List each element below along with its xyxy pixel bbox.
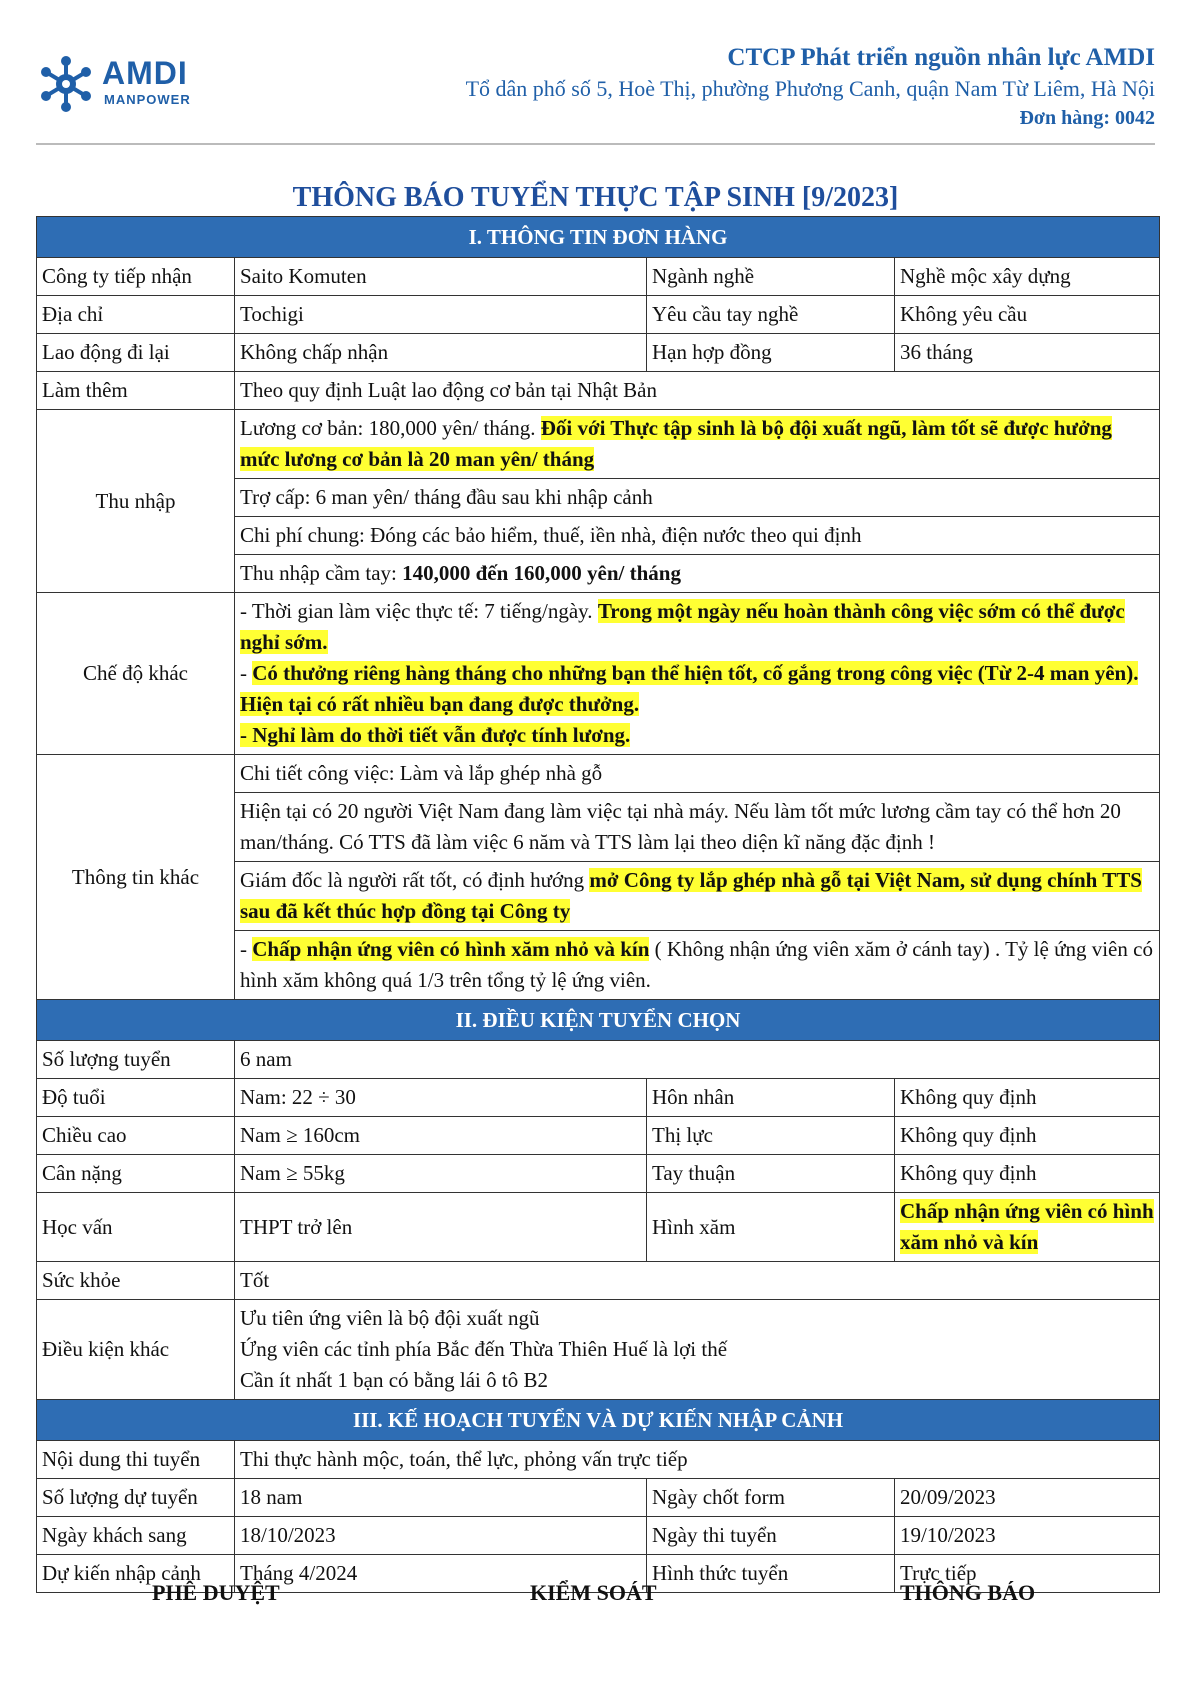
table-row (37, 1155, 1160, 1193)
chi-tiet-cong-viec: Chi tiết công việc: Làm và lắp ghép nhà gỗ (235, 755, 1160, 793)
so-luong-value: 6 nam (235, 1041, 1160, 1079)
table-row (37, 755, 1160, 793)
table-row (37, 1479, 1160, 1517)
cell-label: Tay thuận (647, 1155, 895, 1193)
suc-khoe-label: Sức khỏe (37, 1262, 235, 1300)
table-row (37, 1193, 1160, 1262)
cell-label: Ngày chốt form (647, 1479, 895, 1517)
amdi-logo-icon (36, 54, 96, 114)
so-luong-label: Số lượng tuyển (37, 1041, 235, 1079)
lam-them-label: Làm thêm (37, 372, 235, 410)
section2-heading: II. ĐIỀU KIỆN TUYỂN CHỌN (37, 1000, 1160, 1041)
company-address: Tổ dân phố số 5, Hoè Thị, phường Phương Canh, quận Nam Từ Liêm, Hà Nội (465, 76, 1155, 101)
thu-nhap-label: Thu nhập (37, 410, 235, 593)
cell-label: Thị lực (647, 1117, 895, 1155)
cell-value: Không quy định (895, 1117, 1160, 1155)
section-heading (37, 1000, 1160, 1041)
cell-value: Nam: 22 ÷ 30 (235, 1079, 647, 1117)
cam-tay-amount: 140,000 đến 160,000 yên/ tháng (402, 561, 681, 585)
section3-heading: III. KẾ HOẠCH TUYỂN VÀ DỰ KIẾN NHẬP CẢNH (37, 1400, 1160, 1441)
table-row (37, 410, 1160, 479)
hien-tai: Hiện tại có 20 người Việt Nam đang làm việc tại nhà máy. Nếu làm tốt mức lương cầm tay có thể hơn 20 man/tháng. Có TTS đã làm việc 6 năm và TTS làm lại theo diện kĩ năng đặc định ! (235, 793, 1160, 862)
cell-value: 19/10/2023 (895, 1517, 1160, 1555)
table-row (37, 1300, 1160, 1400)
dieu-kien-label: Điều kiện khác (37, 1300, 235, 1400)
cell-label: Số lượng dự tuyển (37, 1479, 235, 1517)
giam-doc-highlight: mở Công ty lắp ghép nhà gỗ tại Việt Nam, sử dụng chính TTS sau đã kết thúc hợp đồng tại Công ty (240, 868, 1142, 923)
cell-label: Ngày thi tuyển (647, 1517, 895, 1555)
giam-doc (235, 862, 1160, 931)
logo-brand-text: AMDI (102, 55, 188, 91)
thu-nhap-cam-tay (235, 555, 1160, 593)
che-do-highlight: - Nghỉ làm do thời tiết vẫn được tính lương. (240, 723, 631, 747)
table-row (37, 372, 1160, 410)
dieu-kien-value (235, 1300, 1160, 1400)
table-row (37, 1117, 1160, 1155)
che-do-value (235, 593, 1160, 755)
company-info (466, 42, 1155, 132)
cell-label: Chiều cao (37, 1117, 235, 1155)
dieu-kien-line: Cần ít nhất 1 bạn có bằng lái ô tô B2 (240, 1368, 548, 1392)
cell-value: 18 nam (235, 1479, 647, 1517)
che-do-label: Chế độ khác (37, 593, 235, 755)
hinh-xam-highlight: Chấp nhận ứng viên có hình xăm nhỏ và kín (900, 1199, 1154, 1254)
cell-value: Trực tiếp (895, 1555, 1160, 1593)
lam-them-value: Theo quy định Luật lao động cơ bản tại Nhật Bản (235, 372, 1160, 410)
recruitment-table (36, 216, 1160, 1593)
table-row (37, 296, 1160, 334)
hinh-xam-value (895, 1193, 1160, 1262)
company-logo (36, 50, 206, 116)
chi-phi-chung: Chi phí chung: Đóng các bảo hiểm, thuế, iền nhà, điện nước theo qui định (235, 517, 1160, 555)
table-row (37, 1262, 1160, 1300)
cell-label: Hôn nhân (647, 1079, 895, 1117)
cell-label: Địa chỉ (37, 296, 235, 334)
giam-doc-text: Giám đốc là người rất tốt, có định hướng (240, 868, 590, 892)
signature-control: KIỂM SOÁT (530, 1580, 657, 1605)
header-divider (36, 143, 1155, 145)
table-row (37, 258, 1160, 296)
cell-value: Không yêu cầu (895, 296, 1160, 334)
hoc-van-label: Học vấn (37, 1193, 235, 1262)
document-title: THÔNG BÁO TUYỂN THỰC TẬP SINH [9/2023] (292, 182, 899, 213)
dieu-kien-line: Ứng viên các tỉnh phía Bắc đến Thừa Thiên Huế là lợi thế (240, 1337, 728, 1361)
che-do-text: - Thời gian làm việc thực tế: 7 tiếng/ngày. (240, 599, 598, 623)
cell-value: Không quy định (895, 1155, 1160, 1193)
hinh-xam-note (235, 931, 1160, 1000)
cam-tay-text: Thu nhập cầm tay: (240, 561, 403, 585)
cell-value: Không chấp nhận (235, 334, 647, 372)
cell-value: Không quy định (895, 1079, 1160, 1117)
xam-highlight: Chấp nhận ứng viên có hình xăm nhỏ và kín (252, 937, 650, 961)
cell-label: Cân nặng (37, 1155, 235, 1193)
company-name: CTCP Phát triển nguồn nhân lực AMDI (727, 44, 1155, 71)
cell-value: Tochigi (235, 296, 647, 334)
table-row (37, 334, 1160, 372)
luong-highlight: Đối với Thực tập sinh là bộ đội xuất ngũ, làm tốt sẽ được hưởng mức lương cơ bản là 20 man yên/ tháng (240, 416, 1112, 471)
thong-tin-label: Thông tin khác (37, 755, 235, 1000)
cell-value: 18/10/2023 (235, 1517, 647, 1555)
cell-value: Nghề mộc xây dựng (895, 258, 1160, 296)
table-row (37, 1441, 1160, 1479)
table-row (37, 1517, 1160, 1555)
cell-label: Ngành nghề (647, 258, 895, 296)
luong-text: Lương cơ bản: 180,000 yên/ tháng. (240, 416, 541, 440)
cell-value: 36 tháng (895, 334, 1160, 372)
signature-notice: THÔNG BÁO (900, 1580, 1036, 1605)
cell-value: Tháng 4/2024 (235, 1555, 647, 1593)
section1-heading: I. THÔNG TIN ĐƠN HÀNG (37, 217, 1160, 258)
signature-approve: PHÊ DUYỆT (152, 1580, 280, 1605)
cell-label: Lao động đi lại (37, 334, 235, 372)
che-do-dash: - (240, 661, 253, 685)
section-heading (37, 217, 1160, 258)
che-do-line-1 (240, 596, 1154, 658)
cell-value: 20/09/2023 (895, 1479, 1160, 1517)
cell-value: Nam ≥ 160cm (235, 1117, 647, 1155)
cell-value: Nam ≥ 55kg (235, 1155, 647, 1193)
logo-sub-text: MANPOWER (104, 92, 191, 107)
cell-label: Yêu cầu tay nghề (647, 296, 895, 334)
table-row (37, 593, 1160, 755)
che-do-line-3 (240, 720, 1154, 751)
cell-value: Saito Komuten (235, 258, 647, 296)
che-do-highlight: Trong một ngày nếu hoàn thành công việc sớm có thể được nghỉ sớm. (240, 599, 1125, 654)
luong-co-ban (235, 410, 1160, 479)
order-number: Đơn hàng: 0042 (1019, 107, 1155, 129)
table-row (37, 1079, 1160, 1117)
tro-cap: Trợ cấp: 6 man yên/ tháng đầu sau khi nhập cảnh (235, 479, 1160, 517)
hoc-van-value: THPT trở lên (235, 1193, 647, 1262)
cell-label: Độ tuổi (37, 1079, 235, 1117)
xam-dash: - (240, 937, 253, 961)
che-do-line-2 (240, 658, 1154, 720)
hinh-xam-label: Hình xăm (647, 1193, 895, 1262)
dieu-kien-line: Ưu tiên ứng viên là bộ đội xuất ngũ (240, 1306, 540, 1330)
cell-label: Công ty tiếp nhận (37, 258, 235, 296)
section-heading (37, 1400, 1160, 1441)
cell-label: Hạn hợp đồng (647, 334, 895, 372)
suc-khoe-value: Tốt (235, 1262, 1160, 1300)
cell-label: Ngày khách sang (37, 1517, 235, 1555)
table-row (37, 1041, 1160, 1079)
noi-dung-label: Nội dung thi tuyển (37, 1441, 235, 1479)
xam-text: ( Không nhận ứng viên xăm ở cánh tay) . Tỷ lệ ứng viên có hình xăm không quá 1/3 trên tổng tỷ lệ ứng viên. (240, 937, 1153, 992)
noi-dung-value: Thi thực hành mộc, toán, thể lực, phỏng vấn trực tiếp (235, 1441, 1160, 1479)
cell-label: Hình thức tuyển (647, 1555, 895, 1593)
che-do-highlight: Có thưởng riêng hàng tháng cho những bạn thể hiện tốt, cố gắng trong công việc (Từ 2-4 man yên). Hiện tại có rất nhiều bạn đang được thưởng. (240, 661, 1139, 716)
cell-label: Dự kiến nhập cảnh (37, 1555, 235, 1593)
